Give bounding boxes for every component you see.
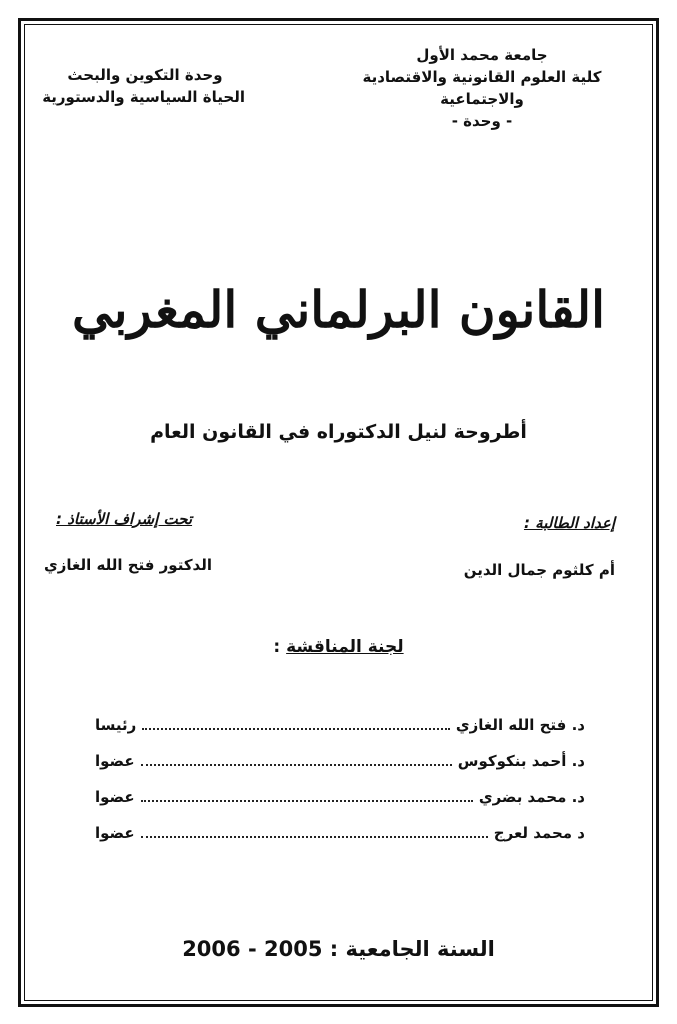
university-name: جامعة محمد الأول [416,46,548,64]
supervisor-label: تحت إشراف الأستاذ : [56,510,193,528]
committee-member [95,707,585,743]
member-role: عضوا [95,788,135,806]
dotted-leader [142,728,450,730]
member-role: عضوا [95,752,135,770]
research-unit-line1: وحدة التكوين والبحث [67,66,223,84]
supervisor-name: الدكتور فتح الله الغازي [44,556,212,574]
member-name: د. فتح الله الغازي [455,716,585,734]
member-name: د. محمد بضري [478,788,585,806]
committee-member [95,743,585,779]
research-unit-line2: الحياة السياسية والدستورية [42,88,245,106]
student-name: أم كلثوم جمال الدين [463,561,615,579]
committee-colon: : [273,637,281,657]
dotted-leader [141,764,452,766]
committee-member [95,779,585,815]
member-role: رئيسا [95,716,137,734]
committee-list [95,707,585,851]
faculty-name-line1: كلية العلوم القانونية والاقتصادية [362,68,602,86]
thesis-subtitle: أطروحة لنيل الدكتوراه في القانون العام [150,421,527,443]
member-name: د. أحمد بنكوكوس [457,752,585,770]
research-unit-header [42,64,245,108]
dotted-leader [141,836,488,838]
university-header [342,44,622,132]
member-role: عضوا [95,824,135,842]
dotted-leader [141,800,473,802]
committee-title: لجنة المناقشة [286,637,404,657]
committee-heading [0,637,677,657]
academic-year: السنة الجامعية : 2005 - 2006 [182,937,495,961]
thesis-title: القانون البرلماني المغربي [71,280,606,339]
faculty-name-line2: والاجتماعية [440,90,524,108]
member-name: د محمد لعرج [493,824,585,842]
committee-member [95,815,585,851]
student-label: إعداد الطالبة : [523,514,615,532]
unit-label: - وحدة - [451,112,513,130]
